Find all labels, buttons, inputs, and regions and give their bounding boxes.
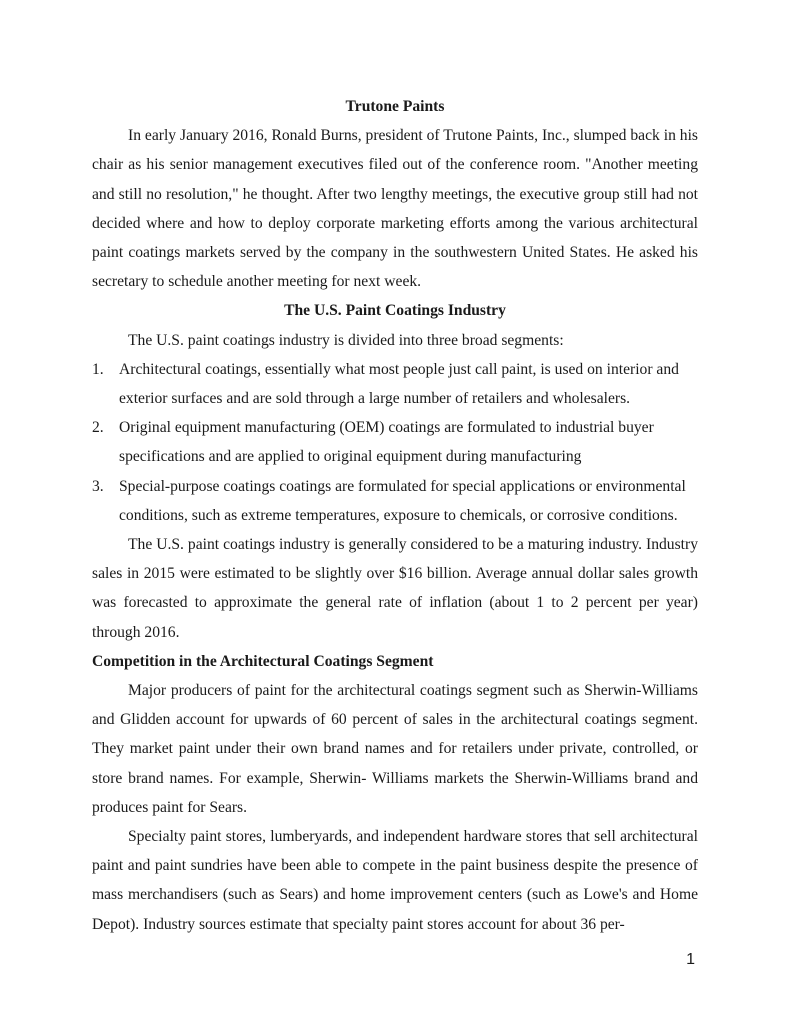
list-item-number: 2. <box>92 419 104 437</box>
intro-paragraph: In early January 2016, Ronald Burns, president of Trutone Paints, Inc., slumped back in his chair as his senior management executives filed out of the conference room. "Another meeting and still no resolution," he thought. After two lengthy meetings, the executive group still had not decided where and how to deploy corporate marketing efforts among the various architectural paint coatings markets served by the company in the southwestern United States. He asked his secretary to schedule another meeting for next week. <box>92 127 698 291</box>
list-item <box>92 472 698 530</box>
document-title: Trutone Paints <box>345 98 445 115</box>
page-number: 1 <box>686 951 695 968</box>
competition-paragraph-1: Major producers of paint for the architectural coatings segment such as Sherwin-Williams and Glidden account for upwards of 60 percent of sales in the architectural coatings segment. They market paint under their own brand names and for retailers under private, controlled, or store brand names. For example, Sherwin- Williams markets the Sherwin-Williams brand and produces paint for Sears. <box>92 682 698 816</box>
section-heading-industry: The U.S. Paint Coatings Industry <box>284 302 506 320</box>
list-item-text: Architectural coatings, essentially what most people just call paint, is used on interior and exterior surfaces and are sold through a large number of retailers and wholesalers. <box>119 360 679 408</box>
list-item <box>92 355 698 413</box>
section-heading-competition: Competition in the Architectural Coatings Segment <box>92 652 434 670</box>
industry-paragraph: The U.S. paint coatings industry is generally considered to be a maturing industry. Industry sales in 2015 were estimated to be slightly over $16 billion. Average annual dollar sales growth was forecasted to approximate the general rate of inflation (about 1 to 2 percent per year) through 2016. <box>92 536 698 641</box>
segments-list <box>92 355 698 530</box>
document-body <box>92 92 698 939</box>
list-item <box>92 413 698 471</box>
section-lead-paragraph: The U.S. paint coatings industry is divided into three broad segments: <box>128 331 564 349</box>
list-item-text: Original equipment manufacturing (OEM) coatings are formulated to industrial buyer specifications and are applied to original equipment during manufacturing <box>119 419 654 466</box>
list-item-number: 1. <box>92 360 104 378</box>
list-item-text: Special-purpose coatings coatings are formulated for special applications or environmental conditions, such as extreme temperatures, exposure to chemicals, or corrosive conditions. <box>119 477 686 524</box>
list-item-number: 3. <box>92 477 104 495</box>
competition-paragraph-2: Specialty paint stores, lumberyards, and independent hardware stores that sell architectural paint and paint sundries have been able to compete in the paint business despite the presence of mass merchandisers (such as Sears) and home improvement centers (such as Lowe's and Home Depot). Industry sources estimate that specialty paint stores account for about 36 per- <box>92 828 698 933</box>
